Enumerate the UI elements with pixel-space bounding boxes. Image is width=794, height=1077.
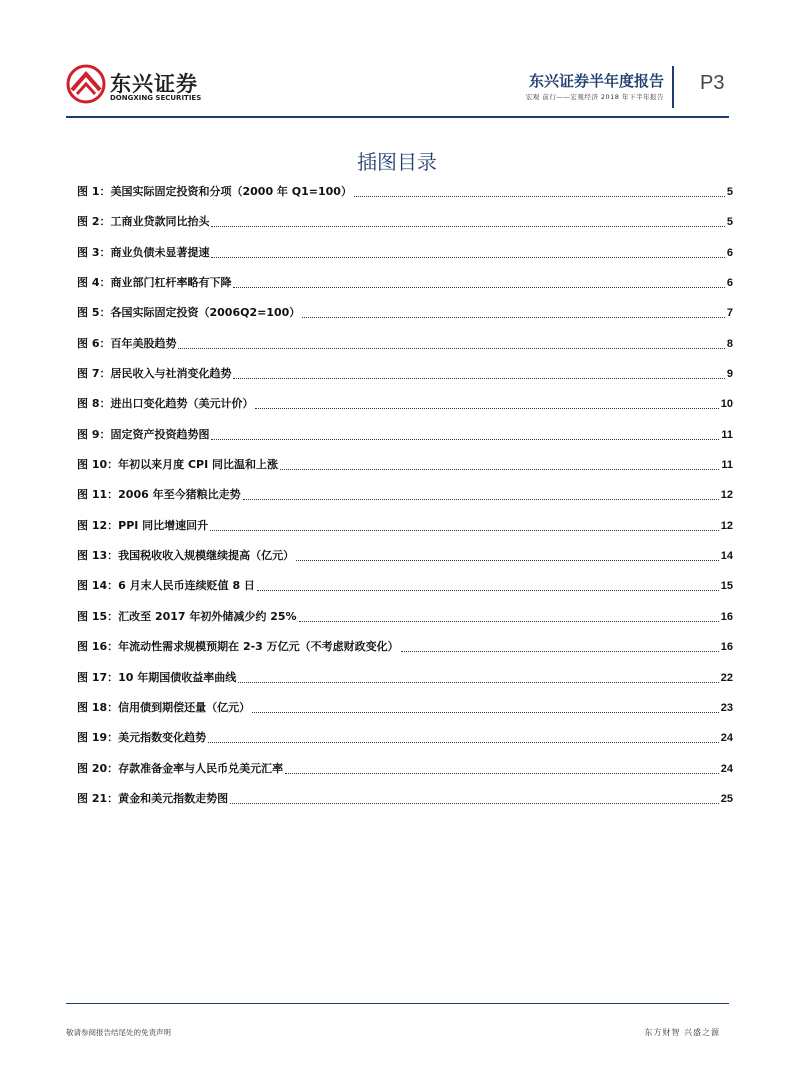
toc-dot-leader xyxy=(211,425,719,440)
toc-entry[interactable] xyxy=(77,455,733,485)
toc-entry-label: 图 14：6 月末人民币连续贬值 8 日 xyxy=(77,579,255,593)
toc-entry[interactable] xyxy=(77,759,733,789)
toc-dot-leader xyxy=(296,546,719,561)
toc-entry-label: 图 7：居民收入与社消变化趋势 xyxy=(77,367,232,381)
toc-entry-page: 12 xyxy=(720,489,733,502)
toc-entry-label: 图 16：年流动性需求规模预期在 2-3 万亿元（不考虑财政变化） xyxy=(77,640,399,654)
toc-entry[interactable] xyxy=(77,425,733,455)
toc-entry-label: 图 11：2006 年至今猪粮比走势 xyxy=(77,488,241,502)
toc-dot-leader xyxy=(299,607,719,622)
toc-entry[interactable] xyxy=(77,728,733,758)
toc-dot-leader xyxy=(354,182,725,197)
footer-rule xyxy=(66,1003,729,1004)
figure-toc-list xyxy=(77,182,733,819)
toc-entry-page: 10 xyxy=(720,398,733,411)
toc-entry-page: 5 xyxy=(726,186,733,198)
toc-dot-leader xyxy=(210,516,719,531)
toc-entry[interactable] xyxy=(77,273,733,303)
toc-dot-leader xyxy=(280,455,719,470)
toc-dot-leader xyxy=(211,243,724,258)
toc-entry-label: 图 17：10 年期国债收益率曲线 xyxy=(77,670,237,684)
toc-entry[interactable] xyxy=(77,485,733,515)
footer-slogan: 东方财智 兴盛之源 xyxy=(644,1028,720,1037)
toc-entry-label: 图 6：百年美股趋势 xyxy=(77,336,177,350)
toc-entry[interactable] xyxy=(77,668,733,698)
toc-entry-page: 7 xyxy=(726,307,733,320)
toc-entry-page: 6 xyxy=(726,277,733,290)
toc-entry-page: 16 xyxy=(720,641,733,654)
toc-entry-page: 9 xyxy=(726,368,733,381)
toc-dot-leader xyxy=(233,273,724,288)
toc-entry-label: 图 12：PPI 同比增速回升 xyxy=(77,518,209,532)
toc-entry-page: 15 xyxy=(720,580,733,593)
toc-entry[interactable] xyxy=(77,698,733,728)
toc-dot-leader xyxy=(255,394,718,409)
toc-entry-label: 图 13：我国税收收入规模继续提高（亿元） xyxy=(77,549,295,563)
toc-entry-page: 14 xyxy=(720,550,733,563)
toc-entry-page: 24 xyxy=(720,732,733,745)
toc-entry-label: 图 9：固定资产投资趋势图 xyxy=(77,427,210,441)
toc-entry[interactable] xyxy=(77,212,733,242)
toc-entry-label: 图 8：进出口变化趋势（美元计价） xyxy=(77,397,254,411)
toc-title: 插图目录 xyxy=(357,150,437,174)
toc-entry-label: 图 15：汇改至 2017 年初外储减少约 25% xyxy=(77,609,297,623)
toc-entry-page: 16 xyxy=(720,610,733,623)
toc-entry-page: 5 xyxy=(726,216,733,229)
toc-entry-label: 图 1：美国实际固定投资和分项（2000 年 Q1=100） xyxy=(77,185,352,198)
header-vertical-divider xyxy=(672,66,674,108)
toc-dot-leader xyxy=(252,698,719,713)
toc-entry-page: 11 xyxy=(721,428,733,441)
toc-entry-label: 图 5：各国实际固定投资（2006Q2=100） xyxy=(77,306,301,320)
toc-entry-page: 6 xyxy=(726,246,733,259)
toc-entry[interactable] xyxy=(77,303,733,333)
footer-disclaimer: 敬请参阅报告结尾处的免责声明 xyxy=(66,1028,171,1037)
toc-entry-label: 图 21：黄金和美元指数走势图 xyxy=(77,791,229,805)
toc-entry[interactable] xyxy=(77,607,733,637)
toc-entry-page: 25 xyxy=(720,792,733,805)
toc-entry[interactable] xyxy=(77,637,733,667)
toc-dot-leader xyxy=(401,637,719,652)
toc-entry-page: 23 xyxy=(720,701,733,714)
toc-entry-page: 24 xyxy=(720,762,733,775)
toc-entry-page: 8 xyxy=(726,337,733,350)
toc-entry[interactable] xyxy=(77,334,733,364)
toc-entry-label: 图 20：存款准备金率与人民币兑美元汇率 xyxy=(77,761,284,775)
company-logo xyxy=(66,64,206,108)
toc-dot-leader xyxy=(285,759,719,774)
toc-dot-leader xyxy=(233,364,724,379)
toc-dot-leader xyxy=(230,789,719,804)
toc-entry[interactable] xyxy=(77,789,733,819)
report-title: 东兴证券半年度报告 xyxy=(528,72,664,90)
logo-english-name: DONGXING SECURITIES xyxy=(110,94,202,102)
toc-dot-leader xyxy=(178,334,724,349)
header-rule xyxy=(66,116,729,118)
toc-dot-leader xyxy=(243,485,719,500)
toc-dot-leader xyxy=(238,668,718,683)
toc-entry-page: 22 xyxy=(720,671,733,684)
toc-entry[interactable] xyxy=(77,546,733,576)
toc-dot-leader xyxy=(208,728,719,743)
toc-dot-leader xyxy=(302,303,725,318)
toc-entry-label: 图 4：商业部门杠杆率略有下降 xyxy=(77,276,232,290)
report-subtitle: 宏观 前行——宏观经济 2018 年下半年报告 xyxy=(525,93,664,101)
logo-chinese-name: 东兴证券 xyxy=(110,72,198,96)
toc-entry-label: 图 19：美元指数变化趋势 xyxy=(77,731,207,745)
toc-entry[interactable] xyxy=(77,364,733,394)
toc-dot-leader xyxy=(257,576,719,591)
toc-entry[interactable] xyxy=(77,182,733,212)
toc-entry[interactable] xyxy=(77,243,733,273)
toc-entry-page: 11 xyxy=(721,459,733,472)
toc-dot-leader xyxy=(211,212,724,227)
toc-entry-page: 12 xyxy=(720,519,733,532)
logo-emblem-icon xyxy=(66,64,106,104)
toc-entry[interactable] xyxy=(77,394,733,424)
toc-entry[interactable] xyxy=(77,576,733,606)
toc-entry[interactable] xyxy=(77,516,733,546)
toc-entry-label: 图 2：工商业贷款同比抬头 xyxy=(77,215,210,229)
toc-entry-label: 图 10：年初以来月度 CPI 同比温和上涨 xyxy=(77,458,279,472)
toc-entry-label: 图 18：信用债到期偿还量（亿元） xyxy=(77,700,251,714)
toc-entry-label: 图 3：商业负债未显著提速 xyxy=(77,245,210,259)
page-number: P3 xyxy=(700,72,725,94)
